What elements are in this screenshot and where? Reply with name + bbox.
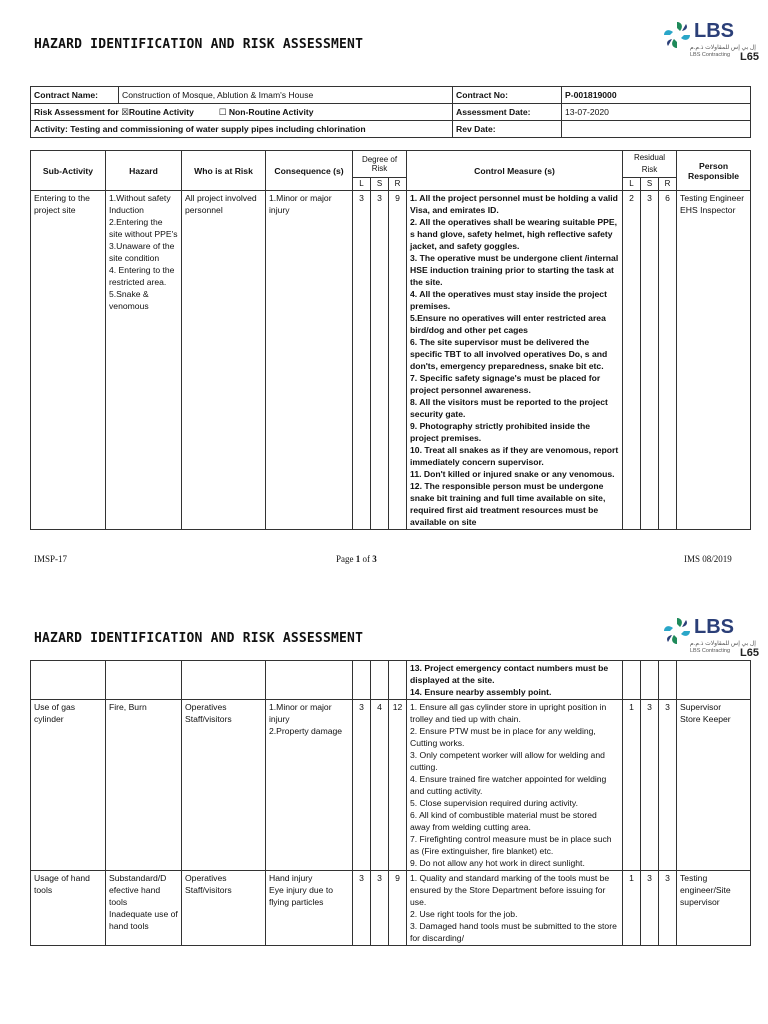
risk-assessment-type — [31, 104, 453, 121]
page-2 — [0, 598, 768, 1024]
header-person-responsible: Person Responsible — [677, 151, 751, 191]
residual-likelihood-cell: 2 — [623, 191, 641, 530]
control-measure-line: 9. Do not allow any hot work in direct sunlight. — [410, 858, 585, 868]
consequence-cell — [266, 871, 353, 946]
risk-rows-page-2 — [31, 661, 751, 946]
header-residual-r: R — [659, 178, 677, 191]
control-measure-line: 5.Ensure no operatives will enter restricted area bird/dog and other pet cages — [410, 313, 606, 335]
control-measures-cell — [407, 871, 623, 946]
residual-risk-cell: 3 — [659, 871, 677, 946]
footer-page-total: 3 — [372, 554, 377, 564]
control-measures-cell — [407, 700, 623, 871]
severity-cell: 3 — [371, 871, 389, 946]
control-measure-line: 7. Specific safety signage's must be placed for project personnel awareness. — [410, 373, 601, 395]
document-code: L65 — [740, 51, 759, 63]
severity-cell: 3 — [371, 191, 389, 530]
control-measure-line: 3. Only competent worker will allow for welding and cutting. — [410, 750, 605, 772]
assessment-date-label: Assessment Date: — [453, 104, 562, 121]
control-measure-line: 10. Treat all snakes as if they are venomous, report immediately concern supervisor. — [410, 445, 619, 467]
company-logo-page-2 — [660, 612, 760, 664]
hazard-cell — [106, 191, 182, 530]
hazard-line: Fire, Burn — [109, 702, 147, 712]
control-measures-cell — [407, 191, 623, 530]
risk-rows-page-1 — [31, 191, 751, 530]
who-at-risk-cell: All project involved personnel — [182, 191, 266, 530]
footer-ims-version: IMS 08/2019 — [684, 554, 732, 564]
residual-risk-cell: 3 — [659, 700, 677, 871]
control-measure-line: 1. Quality and standard marking of the tools must be ensured by the Store Department before issuing for use. — [410, 873, 610, 907]
assessment-date-value: 13-07-2020 — [562, 104, 751, 121]
risk-row — [31, 700, 751, 871]
header-r: R — [389, 178, 407, 191]
logo-subtitle: LBS Contracting — [690, 52, 731, 58]
control-measure-line: 2. Use right tools for the job. — [410, 909, 518, 919]
header-residual-l: L — [623, 178, 641, 191]
consequence-cell — [266, 191, 353, 530]
risk-row — [31, 191, 751, 530]
contract-name-label: Contract Name: — [31, 87, 119, 104]
header-degree-of-risk: Degree of Risk — [353, 151, 407, 178]
footer-page-current: 1 — [355, 554, 361, 564]
hazard-line: 3.Unaware of the site condition — [109, 241, 175, 263]
rev-date-label: Rev Date: — [453, 121, 562, 138]
risk-row — [31, 871, 751, 946]
residual-likelihood-cell: 1 — [623, 871, 641, 946]
residual-severity-cell: 3 — [641, 191, 659, 530]
sub-activity-cell: Usage of hand tools — [31, 871, 106, 946]
control-measure-line: 2. Ensure PTW must be in place for any welding, Cutting works. — [410, 726, 596, 748]
header-hazard: Hazard — [106, 151, 182, 191]
activity-description: Activity: Testing and commissioning of water supply pipes including chlorination — [31, 121, 453, 138]
lbs-logo-icon — [660, 614, 694, 648]
severity-cell: 4 — [371, 700, 389, 871]
person-responsible-cell — [677, 191, 751, 530]
control-measure-line: 11. Don't killed or injured snake or any venomous. — [410, 469, 615, 479]
header-who-at-risk: Who is at Risk — [182, 151, 266, 191]
control-measure-line: 6. The site supervisor must be delivered the specific TBT to all involved operatives Do, s and don'ts, emergency preparedness, snake bit etc. — [410, 337, 608, 371]
person-line: Supervisor — [680, 702, 722, 712]
control-measure-line: 14. Ensure nearby assembly point. — [410, 687, 552, 697]
control-measure-line: 1. All the project personnel must be holding a valid Visa, and emirates ID. — [410, 193, 618, 215]
residual-severity-cell: 3 — [641, 700, 659, 871]
continuation-row — [31, 661, 751, 700]
sub-activity-cell: Entering to the project site — [31, 191, 106, 530]
header-sub-activity: Sub-Activity — [31, 151, 106, 191]
control-measure-line: 4. All the operatives must stay inside the project premises. — [410, 289, 607, 311]
person-responsible-cell — [677, 700, 751, 871]
control-measure-line: 3. The operative must be undergone client /internal HSE induction training prior to starting the task at the site. — [410, 253, 619, 287]
risk-assessment-for-label: Risk Assessment for — [34, 107, 119, 117]
header-l: L — [353, 178, 371, 191]
consequence-line: Eye injury due to flying particles — [269, 885, 334, 907]
control-measure-line: 6. All kind of combustible material must be stored away from welding cutting area. — [410, 810, 597, 832]
person-line: Testing engineer/Site supervisor — [680, 873, 731, 907]
continuation-controls — [407, 661, 623, 700]
control-measure-line: 1. Ensure all gas cylinder store in upright position in trolley and tied up with chain. — [410, 702, 607, 724]
hazard-line: 5.Snake & venomous — [109, 289, 149, 311]
person-responsible-cell — [677, 871, 751, 946]
control-measure-line: 5. Close supervision required during activity. — [410, 798, 578, 808]
who-at-risk-cell: Operatives Staff/visitors — [182, 700, 266, 871]
hazard-line: Substandard/D efective hand tools — [109, 873, 167, 907]
footer-form-code: IMSP-17 — [34, 554, 68, 564]
hazard-line: 1.Without safety Induction — [109, 193, 171, 215]
person-line: Testing Engineer — [680, 193, 745, 203]
routine-activity-label: Routine Activity — [128, 107, 194, 117]
hazard-cell — [106, 871, 182, 946]
header-residual-risk: Residual Risk — [623, 151, 677, 178]
hazard-line: 2.Entering the site without PPE's — [109, 217, 178, 239]
likelihood-cell: 3 — [353, 871, 371, 946]
control-measure-line: 12. The responsible person must be undergone snake bit training and full time available on site, required first aid treatment resources must be available on site — [410, 481, 606, 527]
logo-wordmark: LBS — [694, 20, 734, 42]
risk-rating-cell: 12 — [389, 700, 407, 871]
header-consequence: Consequence (s) — [266, 151, 353, 191]
header-control-measure: Control Measure (s) — [407, 151, 623, 191]
consequence-cell — [266, 700, 353, 871]
contract-no-label: Contract No: — [453, 87, 562, 104]
control-measure-line: 7. Firefighting control measure must be in place such as (Fire extinguisher, fire blanket) etc. — [410, 834, 612, 856]
logo-arabic: إل بي إس للمقاولات ذ.م.م — [690, 641, 756, 647]
logo-wordmark: LBS — [694, 616, 734, 638]
header-s: S — [371, 178, 389, 191]
contract-info-table — [30, 86, 751, 138]
footer-page-of: of — [360, 554, 373, 564]
risk-rating-cell: 9 — [389, 871, 407, 946]
control-measure-line: 8. All the visitors must be reported to the project security gate. — [410, 397, 608, 419]
likelihood-cell: 3 — [353, 700, 371, 871]
logo-arabic: إل بي إس للمقاولات ذ.م.م — [690, 45, 756, 51]
company-logo — [660, 16, 760, 68]
footer-page-prefix: Page — [336, 554, 356, 564]
control-measure-line: 13. Project emergency contact numbers must be displayed at the site. — [410, 663, 609, 685]
rev-date-value — [562, 121, 751, 138]
who-at-risk-cell: Operatives Staff/visitors — [182, 871, 266, 946]
page-gap — [0, 578, 768, 598]
document-code: L65 — [740, 647, 759, 659]
risk-rating-cell: 9 — [389, 191, 407, 530]
consequence-line: Hand injury — [269, 873, 313, 883]
consequence-line: 2.Property damage — [269, 726, 343, 736]
footer-page-number — [336, 554, 377, 564]
consequence-line: 1.Minor or major injury — [269, 702, 332, 724]
hazard-line: 4. Entering to the restricted area. — [109, 265, 175, 287]
residual-severity-cell: 3 — [641, 871, 659, 946]
risk-table-page-1 — [30, 150, 751, 530]
lbs-logo-icon — [660, 18, 694, 52]
risk-table-page-2 — [30, 660, 751, 946]
header-residual-s: S — [641, 178, 659, 191]
consequence-line: 1.Minor or major injury — [269, 193, 332, 215]
contract-no-value: P-001819000 — [562, 87, 751, 104]
nonroutine-activity-label: Non-Routine Activity — [228, 107, 314, 117]
residual-likelihood-cell: 1 — [623, 700, 641, 871]
control-measure-line: 2. All the operatives shall be wearing suitable PPE, s hand glove, safety helmet, high reflective safety jacket, and safety goggles. — [410, 217, 617, 251]
likelihood-cell: 3 — [353, 191, 371, 530]
control-measure-line: 9. Photography strictly prohibited inside the project premises. — [410, 421, 591, 443]
contract-name-value: Construction of Mosque, Ablution & Imam's House — [119, 87, 453, 104]
hazard-line: Inadequate use of hand tools — [109, 909, 178, 931]
control-measure-line: 3. Damaged hand tools must be submitted to the store for discarding/ — [410, 921, 617, 943]
document-title: HAZARD IDENTIFICATION AND RISK ASSESSMENT — [34, 37, 364, 52]
sub-activity-cell: Use of gas cylinder — [31, 700, 106, 871]
routine-checkbox-icon: ☒ — [121, 107, 129, 117]
nonroutine-checkbox-icon: ☐ — [218, 107, 227, 117]
control-measure-line: 4. Ensure trained fire watcher appointed for welding and cutting activity. — [410, 774, 607, 796]
document-title-page-2: HAZARD IDENTIFICATION AND RISK ASSESSMENT — [34, 631, 364, 646]
hazard-cell — [106, 700, 182, 871]
person-line: Store Keeper — [680, 714, 731, 724]
residual-risk-cell: 6 — [659, 191, 677, 530]
person-line: EHS Inspector — [680, 205, 736, 215]
logo-subtitle: LBS Contracting — [690, 648, 731, 654]
